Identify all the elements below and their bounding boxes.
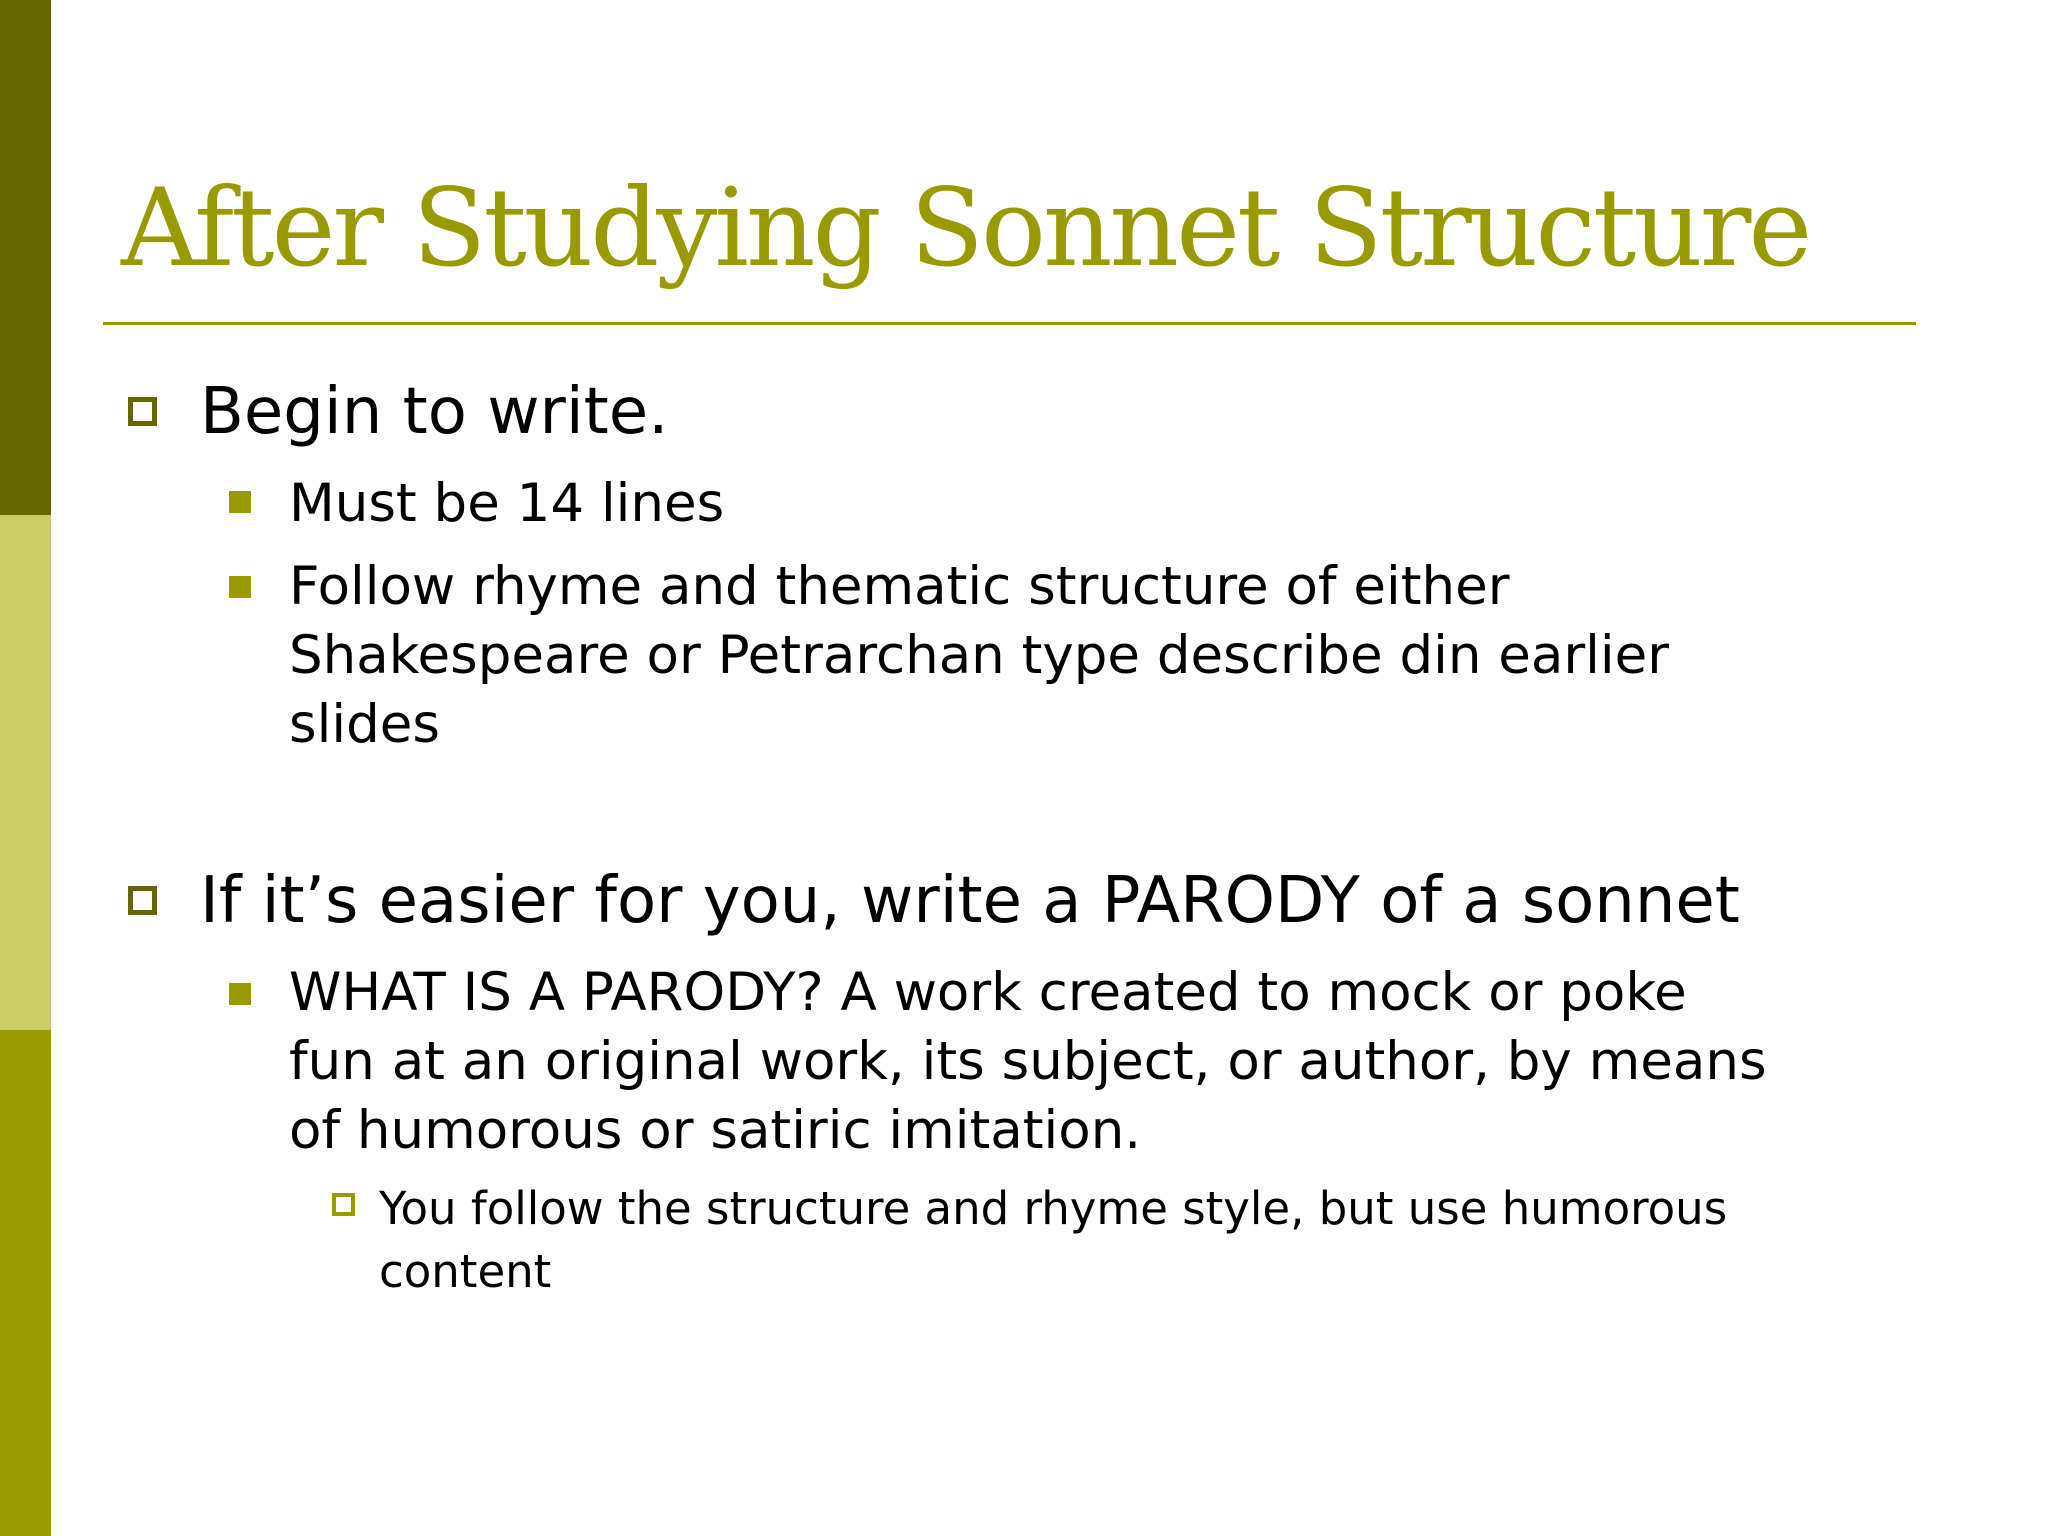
sub-bullet-line: Must be 14 lines	[289, 473, 725, 534]
bullet-text: If it’s easier for you, write a PARODY of a sonnet	[200, 864, 1740, 938]
hollow-square-bullet-icon	[128, 397, 157, 426]
sub-sub-bullet-line: content	[379, 1245, 552, 1298]
side-bar-dark-segment	[0, 0, 51, 515]
slide-title: After Studying Sonnet Structure	[121, 166, 1810, 291]
filled-square-bullet-icon	[229, 576, 251, 598]
filled-square-bullet-icon	[229, 491, 251, 513]
title-underline	[103, 322, 1916, 325]
sub-sub-bullet-line: You follow the structure and rhyme style, but use humorous	[379, 1182, 1728, 1235]
sub-bullet-line: Shakespeare or Petrarchan type describe din earlier	[289, 625, 1669, 686]
sub-bullet-line: slides	[289, 694, 440, 755]
hollow-square-bullet-icon	[332, 1193, 355, 1216]
sub-bullet-line: of humorous or satiric imitation.	[289, 1100, 1142, 1161]
sub-bullet-line: fun at an original work, its subject, or author, by means	[289, 1031, 1767, 1092]
bullet-text: Begin to write.	[200, 375, 669, 449]
filled-square-bullet-icon	[229, 983, 251, 1005]
side-bar-mid-segment	[0, 1030, 51, 1536]
sub-bullet-line: WHAT IS A PARODY? A work created to mock or poke	[289, 962, 1687, 1023]
hollow-square-bullet-icon	[128, 886, 157, 915]
sub-bullet-line: Follow rhyme and thematic structure of either	[289, 556, 1510, 617]
side-bar-light-segment	[0, 515, 51, 1030]
